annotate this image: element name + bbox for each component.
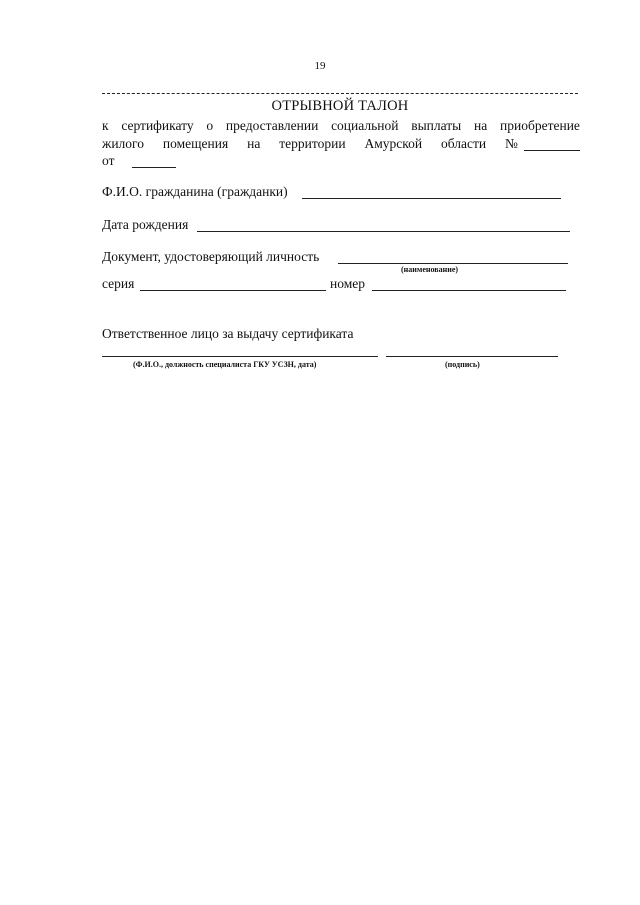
intro-word: о (206, 118, 214, 133)
birth-date-label: Дата рождения (102, 217, 189, 232)
responsible-person-caption: (Ф.И.О., должность специалиста ГКУ УСЗН, дата) (133, 360, 317, 369)
page-number: 19 (314, 60, 326, 72)
document-title: ОТРЫВНОЙ ТАЛОН (271, 98, 409, 114)
intro-word: территории (279, 136, 346, 151)
intro-word: сертификату (121, 118, 194, 133)
intro-line-1 (102, 118, 580, 134)
intro-word: на (247, 136, 261, 151)
series-label: серия (102, 276, 135, 291)
citizen-name-label: Ф.И.О. гражданина (гражданки) (102, 184, 288, 199)
number-label: номер (330, 276, 366, 291)
intro-word: социальной (331, 118, 399, 133)
number-sign: № (505, 136, 518, 151)
intro-word: Амурской (364, 136, 423, 151)
series-blank[interactable] (140, 290, 326, 291)
responsible-person-label: Ответственное лицо за выдачу сертификата (102, 326, 354, 341)
id-document-blank[interactable] (338, 263, 568, 264)
id-document-caption: (наименование) (401, 265, 459, 274)
responsible-person-blank[interactable] (102, 356, 378, 357)
id-document-label: Документ, удостоверяющий личность (102, 249, 320, 264)
signature-blank[interactable] (386, 356, 558, 357)
certificate-number-blank[interactable] (524, 150, 580, 151)
certificate-date-blank[interactable] (132, 167, 176, 168)
citizen-name-blank[interactable] (302, 198, 561, 199)
intro-word: выплаты (411, 118, 462, 133)
intro-word: предоставлении (225, 118, 319, 133)
intro-word: на (474, 118, 488, 133)
tear-off-cut-line (102, 93, 578, 94)
birth-date-blank[interactable] (197, 231, 570, 232)
intro-word: к (102, 118, 109, 133)
intro-word: помещения (162, 136, 229, 151)
intro-word: жилого (102, 136, 144, 151)
intro-line-2 (102, 136, 518, 152)
number-blank[interactable] (372, 290, 566, 291)
intro-word: приобретение (500, 118, 580, 133)
signature-caption: (подпись) (445, 360, 480, 369)
certificate-date-label: от (102, 153, 115, 168)
intro-word: области (441, 136, 487, 151)
